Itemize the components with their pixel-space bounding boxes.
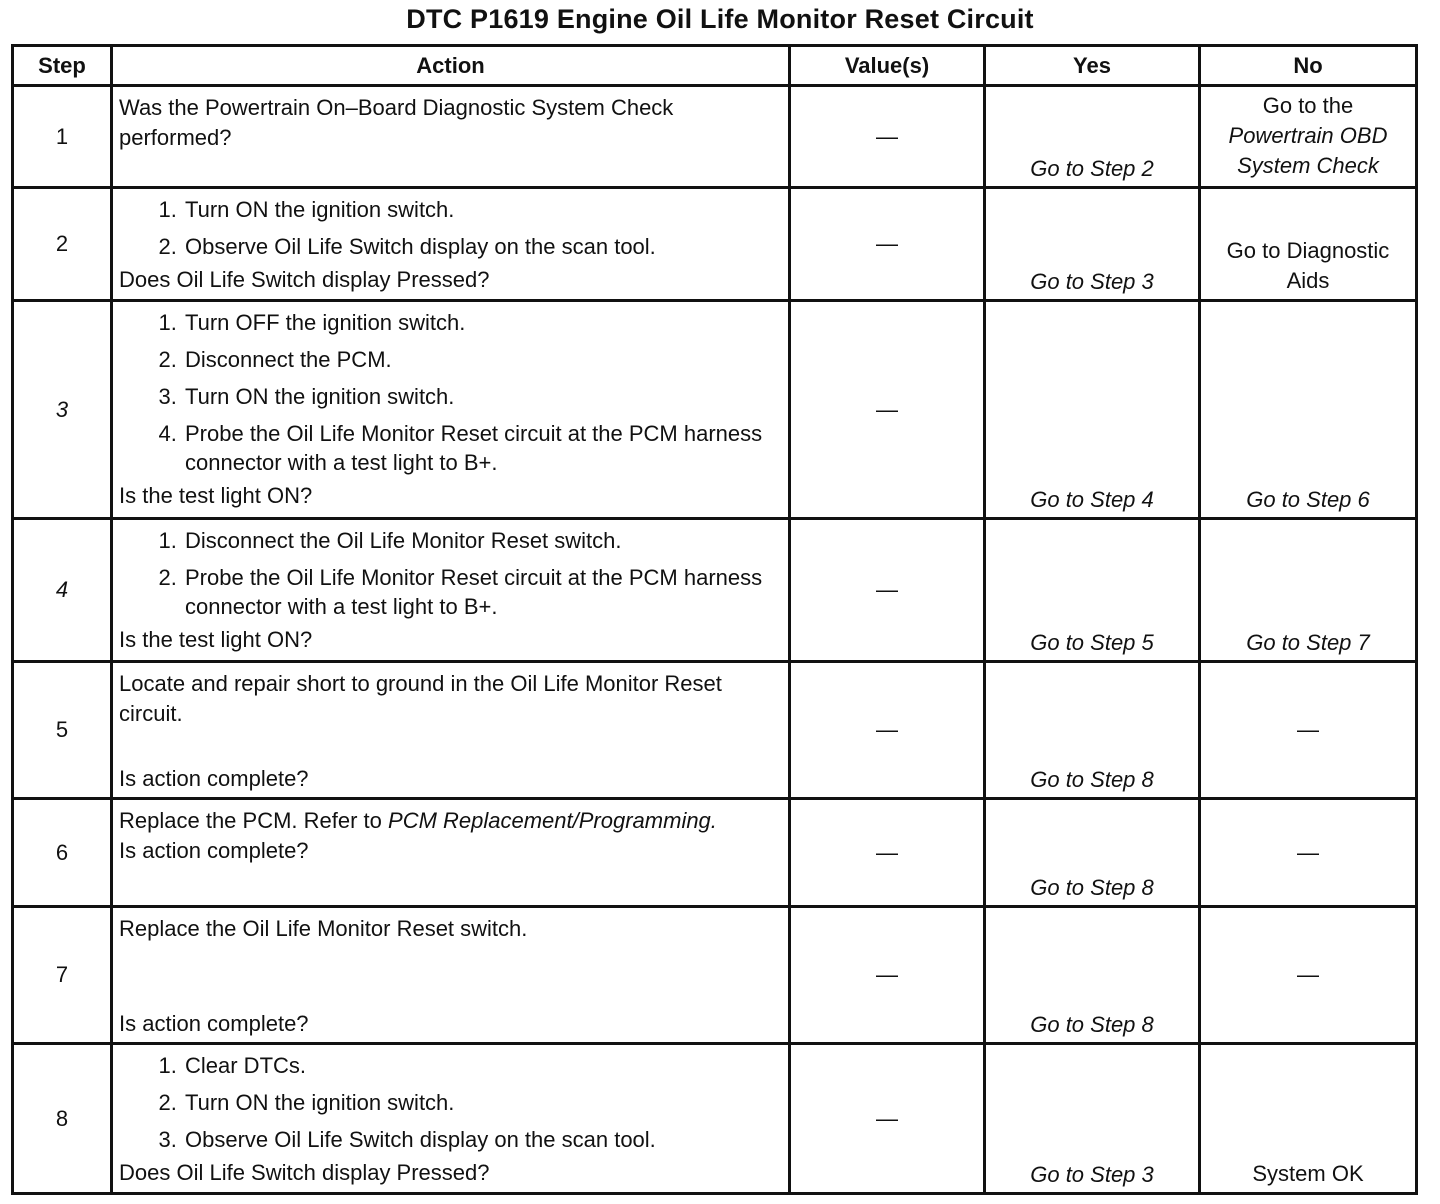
substep-list [119, 195, 768, 261]
step-number: 4 [13, 519, 112, 662]
no-link[interactable]: Go to Step 6 [1246, 487, 1370, 512]
step-number: 5 [13, 662, 112, 799]
action-question: Does Oil Life Switch display Pressed? [119, 1160, 490, 1185]
yes-cell [985, 86, 1200, 188]
action-cell [112, 86, 790, 188]
yes-link[interactable]: Go to Step 4 [1030, 487, 1154, 512]
page-title: DTC P1619 Engine Oil Life Monitor Reset Circuit [406, 4, 1034, 34]
header-values: Value(s) [790, 46, 985, 86]
value-cell: — [790, 86, 985, 188]
action-question: Is action complete? [119, 838, 309, 863]
action-text: Was the Powertrain On–Board Diagnostic System Check performed? [119, 95, 674, 150]
table-row [13, 301, 1417, 519]
no-cell: — [1200, 662, 1417, 799]
yes-link[interactable]: Go to Step 3 [1030, 1162, 1154, 1187]
yes-link[interactable]: Go to Step 8 [1030, 1012, 1154, 1037]
value-cell: — [790, 662, 985, 799]
action-text: Replace the Oil Life Monitor Reset switch. [119, 916, 528, 941]
table-row [13, 662, 1417, 799]
action-text [119, 806, 768, 836]
step-number: 2 [13, 188, 112, 301]
action-question: Is the test light ON? [119, 627, 313, 652]
table-row [13, 907, 1417, 1044]
substep: 1. Disconnect the Oil Life Monitor Reset switch. [183, 526, 768, 555]
step-number: 1 [13, 86, 112, 188]
substep: 3. Turn ON the ignition switch. [183, 382, 768, 411]
substep-list [119, 526, 768, 621]
step-number: 8 [13, 1044, 112, 1194]
action-question: Is action complete? [119, 1011, 309, 1036]
value-cell: — [790, 799, 985, 907]
table-row [13, 519, 1417, 662]
action-question: Is the test light ON? [119, 483, 313, 508]
value-cell: — [790, 188, 985, 301]
no-link[interactable]: Go to Diagnostic Aids [1226, 238, 1390, 293]
no-text: Go to the [1262, 93, 1354, 118]
yes-cell [985, 301, 1200, 519]
yes-link[interactable]: Go to Step 3 [1030, 269, 1154, 294]
header-yes: Yes [985, 46, 1200, 86]
table-header-row [13, 46, 1417, 86]
action-question: Is action complete? [119, 766, 309, 791]
substep: 1. Turn OFF the ignition switch. [183, 308, 768, 337]
value-cell: — [790, 1044, 985, 1194]
substep: 2. Disconnect the PCM. [183, 345, 768, 374]
step-number: 3 [13, 301, 112, 519]
yes-cell [985, 799, 1200, 907]
table-row [13, 86, 1417, 188]
table-row [13, 1044, 1417, 1194]
action-cell [112, 1044, 790, 1194]
substep: 3. Observe Oil Life Switch display on the scan tool. [183, 1125, 768, 1154]
value-cell: — [790, 301, 985, 519]
action-question: Does Oil Life Switch display Pressed? [119, 267, 490, 292]
yes-cell [985, 907, 1200, 1044]
substep: 1. Turn ON the ignition switch. [183, 195, 768, 224]
step-number: 7 [13, 907, 112, 1044]
diagnostic-table [11, 44, 1418, 1195]
substep-list [119, 1051, 768, 1154]
yes-cell [985, 188, 1200, 301]
action-cell [112, 799, 790, 907]
pcm-replacement-link[interactable]: PCM Replacement/Programming. [388, 808, 717, 833]
yes-link[interactable]: Go to Step 5 [1030, 630, 1154, 655]
no-link[interactable]: Go to Step 7 [1246, 630, 1370, 655]
substep: 2. Probe the Oil Life Monitor Reset circuit at the PCM harness connector with a test light to B+. [183, 563, 768, 621]
no-cell [1200, 519, 1417, 662]
action-text: Locate and repair short to ground in the Oil Life Monitor Reset circuit. [119, 671, 722, 726]
substep: 4. Probe the Oil Life Monitor Reset circuit at the PCM harness connector with a test light to B+. [183, 419, 768, 477]
yes-cell [985, 1044, 1200, 1194]
no-cell [1200, 1044, 1417, 1194]
no-result: System OK [1252, 1161, 1364, 1186]
yes-cell [985, 662, 1200, 799]
no-link[interactable]: Powertrain OBD System Check [1228, 123, 1388, 178]
step-number: 6 [13, 799, 112, 907]
yes-cell [985, 519, 1200, 662]
substep: 2. Observe Oil Life Switch display on the scan tool. [183, 232, 768, 261]
substep: 1. Clear DTCs. [183, 1051, 768, 1080]
value-cell: — [790, 907, 985, 1044]
header-action: Action [112, 46, 790, 86]
value-cell: — [790, 519, 985, 662]
header-no: No [1200, 46, 1417, 86]
header-step: Step [13, 46, 112, 86]
no-cell [1200, 301, 1417, 519]
action-text-prefix: Replace the PCM. Refer to [119, 808, 389, 833]
action-cell [112, 662, 790, 799]
table-row [13, 188, 1417, 301]
yes-link[interactable]: Go to Step 8 [1030, 767, 1154, 792]
yes-link[interactable]: Go to Step 8 [1030, 875, 1154, 900]
substep: 2. Turn ON the ignition switch. [183, 1088, 768, 1117]
no-cell: — [1200, 907, 1417, 1044]
no-cell: — [1200, 799, 1417, 907]
substep-list [119, 308, 768, 477]
no-cell [1200, 86, 1417, 188]
action-cell [112, 907, 790, 1044]
table-row [13, 799, 1417, 907]
action-cell [112, 301, 790, 519]
yes-link[interactable]: Go to Step 2 [1030, 156, 1154, 181]
action-cell [112, 188, 790, 301]
no-cell [1200, 188, 1417, 301]
action-cell [112, 519, 790, 662]
